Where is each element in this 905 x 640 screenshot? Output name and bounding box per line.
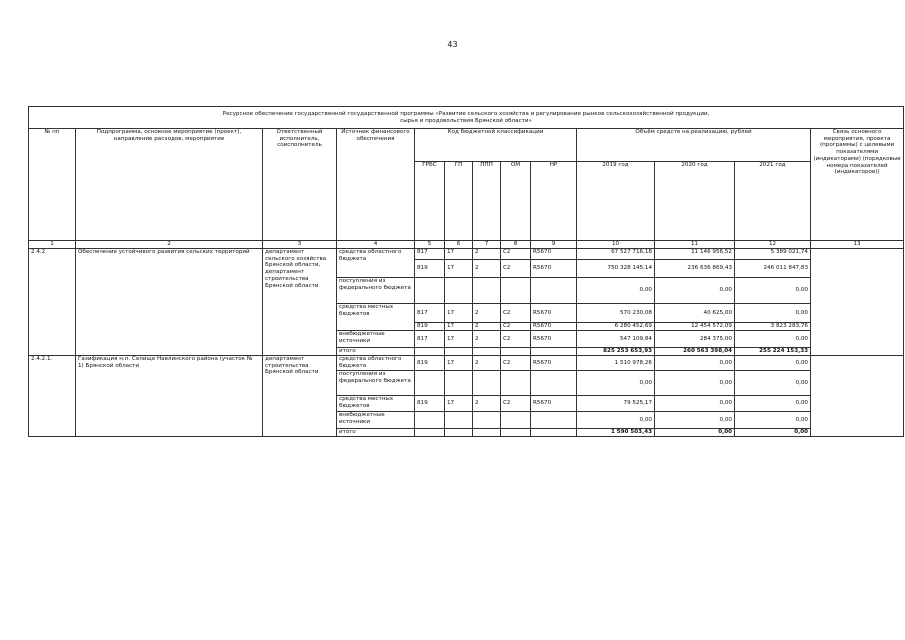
cell-ppg: 2 <box>473 304 501 323</box>
cell-np <box>531 348 577 356</box>
cell-2021: 0,00 <box>735 371 811 396</box>
cell-2020: 0,00 <box>655 396 735 412</box>
cell-gp: 17 <box>445 323 473 331</box>
cell-2020: 0,00 <box>655 356 735 371</box>
cell-np: R5670 <box>531 331 577 348</box>
header-program: Подпрограмма, основное мероприятие (проект), направление расходов, мероприятие <box>76 129 263 241</box>
cell-2019-total: 1 590 503,43 <box>577 429 655 437</box>
cell-2020-total: 0,00 <box>655 429 735 437</box>
cell-2020: 0,00 <box>655 371 735 396</box>
header-source: Источник финансового обеспечения <box>337 129 415 241</box>
col-num: 12 <box>735 241 811 249</box>
cell-2021: 0,00 <box>735 396 811 412</box>
cell-om: С2 <box>501 396 531 412</box>
row-source: поступления из федерального бюджета <box>337 371 415 396</box>
cell-np: R5670 <box>531 323 577 331</box>
cell-ppg <box>473 429 501 437</box>
cell-2019: 570 230,08 <box>577 304 655 323</box>
header-2021: 2021 год <box>735 162 811 241</box>
resource-table <box>28 106 904 437</box>
cell-gp: 17 <box>445 249 473 260</box>
cell-np <box>531 429 577 437</box>
cell-2020: 0,00 <box>655 412 735 429</box>
header-volume: Объём средств на реализацию, рублей <box>577 129 811 162</box>
col-num: 2 <box>76 241 263 249</box>
cell-grbs: 819 <box>415 356 445 371</box>
cell-grbs <box>415 348 445 356</box>
cell-2021: 0,00 <box>735 356 811 371</box>
header-gp: ГП <box>445 162 473 241</box>
cell-grbs: 819 <box>415 260 445 278</box>
col-num: 8 <box>501 241 531 249</box>
col-num: 3 <box>263 241 337 249</box>
cell-2020: 0,00 <box>655 278 735 304</box>
table-title <box>29 107 904 129</box>
col-num: 7 <box>473 241 501 249</box>
cell-2020-total: 260 563 398,04 <box>655 348 735 356</box>
cell-2021-total: 0,00 <box>735 429 811 437</box>
cell-2021: 0,00 <box>735 278 811 304</box>
cell-2020: 12 454 572,09 <box>655 323 735 331</box>
row-source-total: итого <box>337 348 415 356</box>
cell-ppg: 2 <box>473 249 501 260</box>
cell-2019: 547 109,84 <box>577 331 655 348</box>
cell-gp: 17 <box>445 331 473 348</box>
cell-gp: 17 <box>445 356 473 371</box>
cell-om <box>501 278 531 304</box>
cell-om <box>501 429 531 437</box>
cell-gp: 17 <box>445 396 473 412</box>
cell-grbs: 819 <box>415 396 445 412</box>
cell-2019: 79 525,17 <box>577 396 655 412</box>
row-source: внебюджетные источники <box>337 331 415 348</box>
cell-2021: 5 389 021,74 <box>735 249 811 260</box>
cell-2020: 236 636 869,43 <box>655 260 735 278</box>
col-num: 13 <box>811 241 904 249</box>
col-num: 10 <box>577 241 655 249</box>
cell-np <box>531 278 577 304</box>
cell-2019-total: 825 253 653,93 <box>577 348 655 356</box>
header-2019: 2019 год <box>577 162 655 241</box>
cell-ppg <box>473 412 501 429</box>
cell-2021-total: 255 224 153,33 <box>735 348 811 356</box>
cell-ppg: 2 <box>473 260 501 278</box>
cell-om: С2 <box>501 304 531 323</box>
cell-gp <box>445 278 473 304</box>
cell-2019: 0,00 <box>577 412 655 429</box>
cell-om: С2 <box>501 323 531 331</box>
col-num: 9 <box>531 241 577 249</box>
cell-2021: 3 823 283,76 <box>735 323 811 331</box>
cell-om <box>501 412 531 429</box>
cell-np <box>531 412 577 429</box>
cell-om: С2 <box>501 260 531 278</box>
cell-np: R5670 <box>531 260 577 278</box>
row-source: внебюджетные источники <box>337 412 415 429</box>
cell-2021: 0,00 <box>735 304 811 323</box>
table-title-line2: сырья и продовольствия Брянской области» <box>400 117 532 124</box>
header-link: Связь основного мероприятия, проекта (программы) с целевыми показателями (индикаторами) (порядковые номера показателей (индикаторов)) <box>811 129 904 241</box>
cell-2019: 0,00 <box>577 371 655 396</box>
cell-om <box>501 371 531 396</box>
cell-np: R5670 <box>531 304 577 323</box>
row-source: средства областного бюджета <box>337 356 415 371</box>
cell-link <box>811 356 904 437</box>
row-source: средства областного бюджета <box>337 249 415 278</box>
row-number: 2.4.2. <box>29 249 76 356</box>
row-source: поступления из федерального бюджета <box>337 278 415 304</box>
col-num: 6 <box>445 241 473 249</box>
cell-ppg: 2 <box>473 331 501 348</box>
cell-grbs: 819 <box>415 323 445 331</box>
col-num: 4 <box>337 241 415 249</box>
cell-2019: 750 328 145,14 <box>577 260 655 278</box>
cell-grbs <box>415 412 445 429</box>
cell-ppg <box>473 371 501 396</box>
header-2020: 2020 год <box>655 162 735 241</box>
cell-2020: 11 146 956,52 <box>655 249 735 260</box>
cell-ppg: 2 <box>473 396 501 412</box>
row-source-total: итого <box>337 429 415 437</box>
cell-2019: 1 510 978,26 <box>577 356 655 371</box>
row-program-name: Обеспечение устойчивого развития сельских территорий <box>76 249 263 356</box>
cell-np: R5670 <box>531 249 577 260</box>
cell-ppg <box>473 348 501 356</box>
row-source: средства местных бюджетов <box>337 396 415 412</box>
cell-gp <box>445 371 473 396</box>
cell-gp: 17 <box>445 260 473 278</box>
col-num: 5 <box>415 241 445 249</box>
cell-om: С2 <box>501 331 531 348</box>
header-executor: Ответственный исполнитель, соисполнитель <box>263 129 337 241</box>
cell-grbs <box>415 371 445 396</box>
col-num: 1 <box>29 241 76 249</box>
cell-link <box>811 249 904 356</box>
header-budget-code: Код бюджетной классификации <box>415 129 577 162</box>
cell-om <box>501 348 531 356</box>
table-row <box>29 356 904 371</box>
header-om: ОМ <box>501 162 531 241</box>
cell-np: R5670 <box>531 356 577 371</box>
cell-np: R5670 <box>531 396 577 412</box>
cell-grbs <box>415 278 445 304</box>
cell-2019: 67 527 716,18 <box>577 249 655 260</box>
cell-grbs: 817 <box>415 304 445 323</box>
header-ppg: ППП <box>473 162 501 241</box>
table-title-line1: Ресурсное обеспечение государственной государственной программы «Развитие сельского хозяйства и регулирование рынков сельскохозяйственной продукции, <box>222 110 710 117</box>
cell-om: С2 <box>501 249 531 260</box>
row-number: 2.4.2.1. <box>29 356 76 437</box>
cell-2020: 40 625,00 <box>655 304 735 323</box>
cell-ppg: 2 <box>473 323 501 331</box>
cell-grbs: 817 <box>415 249 445 260</box>
table-row <box>29 249 904 260</box>
cell-grbs <box>415 429 445 437</box>
cell-2019: 6 280 452,69 <box>577 323 655 331</box>
cell-ppg <box>473 278 501 304</box>
cell-grbs: 817 <box>415 331 445 348</box>
cell-2021: 0,00 <box>735 331 811 348</box>
cell-om: С2 <box>501 356 531 371</box>
row-executor: департамент сельского хозяйства Брянской области, департамент строительства Брянской области <box>263 249 337 356</box>
cell-ppg: 2 <box>473 356 501 371</box>
cell-gp <box>445 429 473 437</box>
page-number: 43 <box>447 40 458 49</box>
row-program-name: Газификация н.п. Селище Навлинского района (участок № 1) Брянской области <box>76 356 263 437</box>
cell-2020: 284 375,00 <box>655 331 735 348</box>
cell-gp: 17 <box>445 304 473 323</box>
cell-2021: 246 011 847,83 <box>735 260 811 278</box>
header-num: № пп <box>29 129 76 241</box>
row-source: средства местных бюджетов <box>337 304 415 331</box>
cell-2019: 0,00 <box>577 278 655 304</box>
header-np: НР <box>531 162 577 241</box>
row-executor: департамент строительства Брянской области <box>263 356 337 437</box>
column-number-row <box>29 241 904 249</box>
col-num: 11 <box>655 241 735 249</box>
header-grbs: ГРБС <box>415 162 445 241</box>
cell-2021: 0,00 <box>735 412 811 429</box>
cell-gp <box>445 348 473 356</box>
cell-np <box>531 371 577 396</box>
cell-gp <box>445 412 473 429</box>
